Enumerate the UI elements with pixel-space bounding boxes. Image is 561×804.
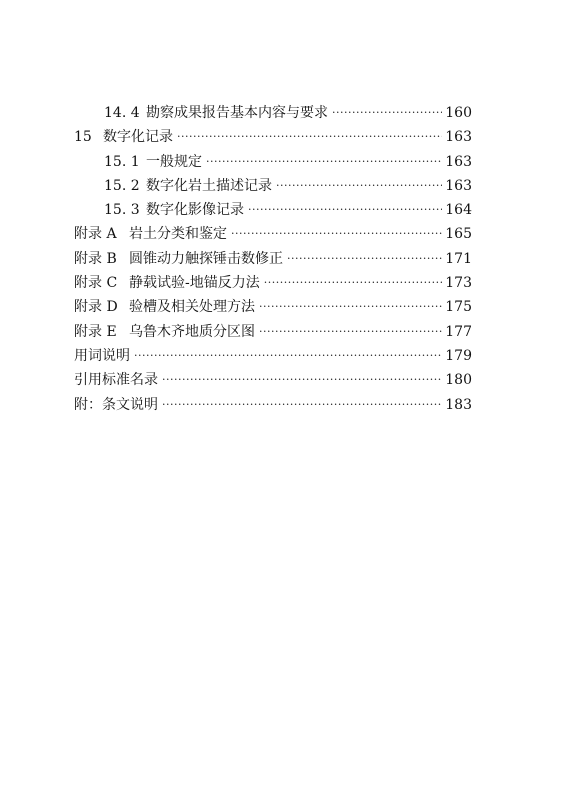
toc-entry-number: 15 xyxy=(74,129,92,146)
toc-entry-title: 岩土分类和鉴定 xyxy=(129,226,227,243)
dot-leader xyxy=(248,198,442,222)
dot-leader xyxy=(134,344,442,368)
toc-entry-word-usage[interactable] xyxy=(74,344,472,368)
toc-entry-appendix-a[interactable] xyxy=(74,222,472,246)
toc-entry-15[interactable] xyxy=(74,125,472,149)
toc-entry-page: 175 xyxy=(445,299,472,316)
table-of-contents xyxy=(74,101,472,417)
toc-entry-appendix-c[interactable] xyxy=(74,271,472,295)
toc-entry-referenced-standards[interactable] xyxy=(74,368,472,392)
toc-entry-page: 177 xyxy=(445,323,472,340)
toc-entry-number: 15. 2 xyxy=(104,177,140,194)
dot-leader xyxy=(259,320,442,344)
toc-entry-number: 附录 E xyxy=(74,323,117,340)
dot-leader xyxy=(287,247,442,271)
toc-entry-15-2[interactable] xyxy=(74,174,472,198)
toc-entry-number: 15. 3 xyxy=(104,202,140,219)
dot-leader xyxy=(231,222,442,246)
dot-leader xyxy=(162,393,442,417)
dot-leader xyxy=(177,125,442,149)
toc-entry-15-3[interactable] xyxy=(74,198,472,222)
toc-entry-page: 160 xyxy=(445,105,472,121)
toc-entry-15-1[interactable] xyxy=(74,150,472,174)
toc-entry-page: 163 xyxy=(445,177,472,194)
toc-entry-page: 180 xyxy=(445,372,472,389)
dot-leader xyxy=(206,150,442,174)
toc-entry-number: 15. 1 xyxy=(104,153,140,170)
toc-entry-title: 勘察成果报告基本内容与要求 xyxy=(146,105,328,121)
toc-entry-number: 14. 4 xyxy=(104,105,140,121)
toc-entry-title: 数字化岩土描述记录 xyxy=(146,177,272,194)
toc-entry-page: 164 xyxy=(445,202,472,219)
toc-entry-page: 163 xyxy=(445,153,472,170)
toc-entry-page: 173 xyxy=(445,275,472,292)
toc-entry-title: 用词说明 xyxy=(74,347,130,364)
toc-entry-appendix-b[interactable] xyxy=(74,247,472,271)
toc-entry-title: 静载试验-地锚反力法 xyxy=(129,275,260,292)
toc-entry-14-4[interactable] xyxy=(74,101,472,125)
dot-leader xyxy=(264,271,443,295)
toc-entry-title: 乌鲁木齐地质分区图 xyxy=(129,323,255,340)
toc-entry-appendix-d[interactable] xyxy=(74,295,472,319)
toc-entry-page: 183 xyxy=(445,396,472,413)
toc-entry-number: 附录 D xyxy=(74,299,118,316)
toc-entry-title: 附：条文说明 xyxy=(74,396,158,413)
dot-leader xyxy=(162,368,442,392)
toc-entry-title: 引用标准名录 xyxy=(74,372,158,389)
toc-entry-title: 一般规定 xyxy=(146,153,202,170)
toc-entry-page: 163 xyxy=(445,129,472,146)
toc-entry-title: 数字化影像记录 xyxy=(146,202,244,219)
toc-entry-number: 附录 A xyxy=(74,226,117,243)
toc-entry-number: 附录 C xyxy=(74,275,118,292)
toc-entry-number: 附录 B xyxy=(74,250,117,267)
toc-entry-article-explanation[interactable] xyxy=(74,393,472,417)
toc-entry-appendix-e[interactable] xyxy=(74,320,472,344)
toc-entry-title: 圆锥动力触探锤击数修正 xyxy=(129,250,283,267)
toc-entry-page: 171 xyxy=(445,250,472,267)
toc-entry-title: 验槽及相关处理方法 xyxy=(129,299,255,316)
dot-leader xyxy=(332,101,442,125)
toc-entry-title: 数字化记录 xyxy=(103,129,173,146)
toc-entry-page: 165 xyxy=(445,226,472,243)
toc-entry-page: 179 xyxy=(445,347,472,364)
dot-leader xyxy=(276,174,442,198)
dot-leader xyxy=(259,295,442,319)
